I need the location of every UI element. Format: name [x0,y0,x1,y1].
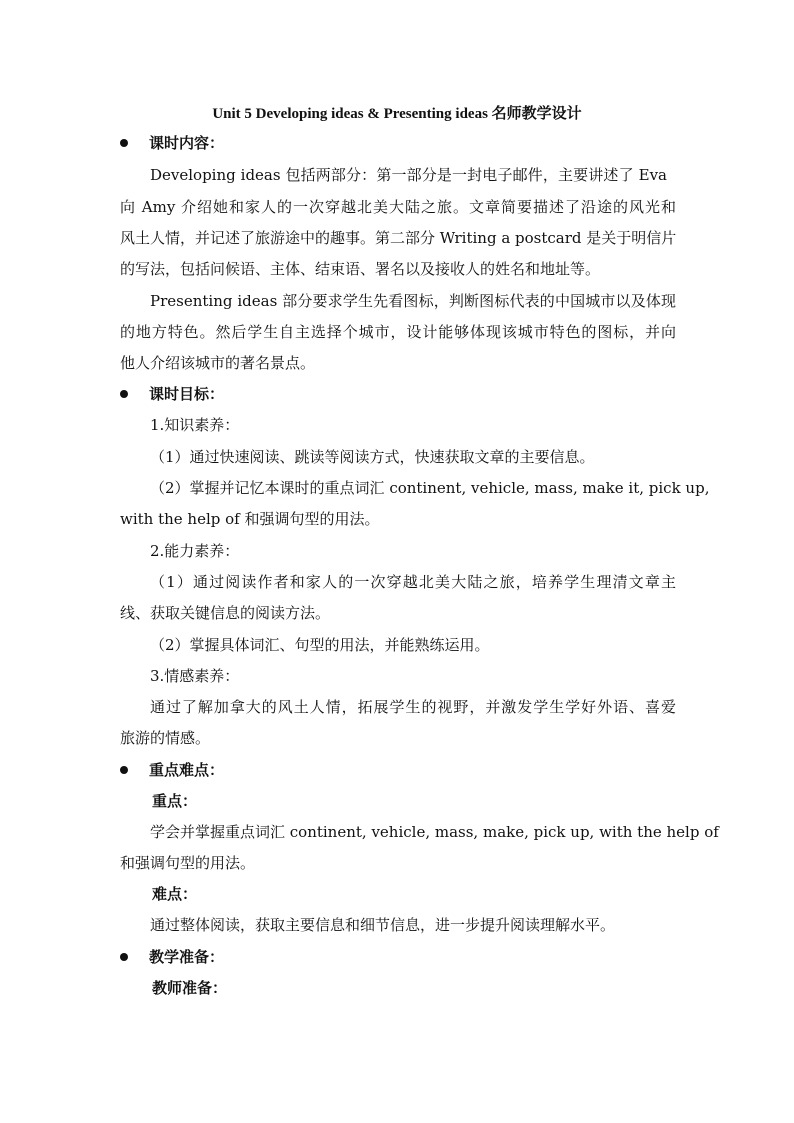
paragraph-line: 的写法，包括问候语、主体、结束语、署名以及接收人的姓名和地址等。 [120,260,601,278]
paragraph-line: 通过整体阅读，获取主要信息和细节信息，进一步提升阅读理解水平。 [150,916,616,934]
document-title: Unit 5 Developing ideas & Presenting ideas 名师教学设计 [212,106,582,122]
paragraph-line: 和强调句型的用法。 [120,854,256,872]
paragraph-line: （2）掌握具体词汇、句型的用法，并能熟练运用。 [150,636,490,654]
paragraph-line: 线、获取关键信息的阅读方法。 [120,604,331,622]
subheading: 1.知识素养： [150,416,240,434]
heading-text: 课时内容： [149,134,225,152]
paragraph-line: 的地方特色。然后学生自主选择个城市，设计能够体现该城市特色的图标，并向 [120,323,676,341]
heading-text: 课时目标： [149,385,225,403]
paragraph-line: 旅游的情感。 [120,729,211,747]
heading-text: 重点难点： [149,761,225,779]
paragraph-line: 学会并掌握重点词汇 continent, vehicle, mass, make, pick up, with the help of [150,823,719,841]
paragraph-line: Developing ideas 包括两部分：第一部分是一封电子邮件，主要讲述了 Eva [150,166,667,184]
paragraph-line: 通过了解加拿大的风土人情，拓展学生的视野，并激发学生学好外语、喜爱 [150,698,676,716]
subheading: 3.情感素养： [150,667,240,685]
paragraph-line: 向 Amy 介绍她和家人的一次穿越北美大陆之旅。文章简要描述了沿途的风光和 [120,198,676,216]
subheading: 难点： [152,885,198,903]
heading-text: 教学准备： [149,948,225,966]
bullet-icon [120,766,128,774]
bullet-icon [120,139,128,147]
subheading: 2.能力素养： [150,542,240,560]
section-heading-goals [120,383,224,405]
bullet-icon [120,953,128,961]
section-heading-key-points [120,759,224,781]
paragraph-line: with the help of 和强调句型的用法。 [120,510,380,528]
paragraph-line: Presenting ideas 部分要求学生先看图标，判断图标代表的中国城市以及体现 [150,292,676,310]
subheading: 重点： [152,792,198,810]
bullet-icon [120,390,128,398]
subheading: 教师准备： [152,979,228,997]
paragraph-line: （1）通过阅读作者和家人的一次穿越北美大陆之旅，培养学生理清文章主 [150,573,676,591]
paragraph-line: （2）掌握并记忆本课时的重点词汇 continent, vehicle, mass, make it, pick up, [150,479,710,497]
section-heading-content [120,132,224,154]
paragraph-line: 风土人情，并记述了旅游途中的趣事。第二部分 Writing a postcard 是关于明信片 [120,229,677,247]
paragraph-line: 他人介绍该城市的著名景点。 [120,354,316,372]
section-heading-prep [120,946,224,968]
paragraph-line: （1）通过快速阅读、跳读等阅读方式，快速获取文章的主要信息。 [150,448,595,466]
